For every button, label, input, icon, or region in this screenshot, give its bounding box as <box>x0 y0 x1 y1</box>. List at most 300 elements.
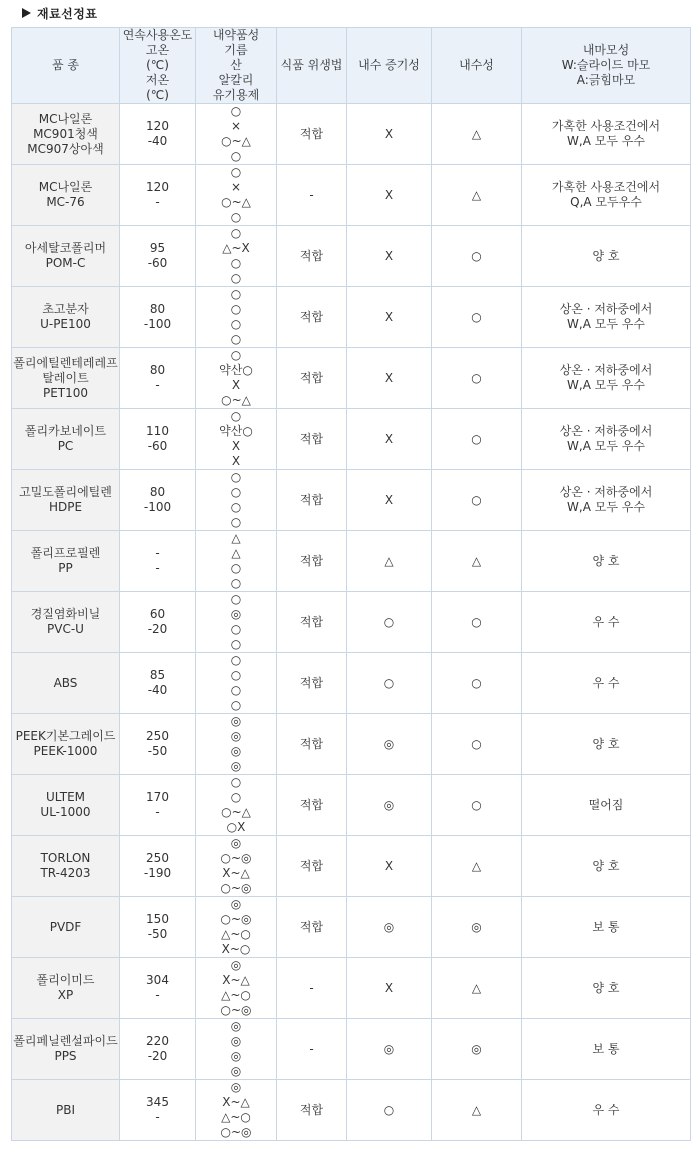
text-line: ○ <box>230 256 242 270</box>
chemical-resistance-cell <box>196 531 277 592</box>
food-sanitation-cell <box>277 470 347 531</box>
wear-resistance-cell <box>522 1080 691 1141</box>
chemical-resistance-cell <box>196 958 277 1019</box>
cell-value: ○ <box>383 675 395 690</box>
text-line: 폴리이미드 <box>36 973 95 987</box>
table-row <box>12 714 691 775</box>
chemical-resistance-cell <box>196 897 277 958</box>
food-sanitation-cell <box>277 531 347 592</box>
text-line: 상온 · 저하중에서 <box>559 302 653 316</box>
water-resistance-cell <box>432 653 522 714</box>
cell-value: △ <box>471 1102 482 1117</box>
temperature-cell <box>120 836 196 897</box>
water-resistance-cell <box>432 775 522 836</box>
cell-value: 적합 <box>299 858 324 873</box>
temperature-cell <box>120 165 196 226</box>
water-resistance-cell <box>432 897 522 958</box>
steam-resistance-cell <box>347 470 432 531</box>
text-line: ○~△ <box>221 393 251 407</box>
chemical-resistance-cell <box>196 1019 277 1080</box>
text-line: PBI <box>55 1102 75 1117</box>
temperature-cell <box>120 1019 196 1080</box>
water-resistance-cell <box>432 470 522 531</box>
temperature-cell <box>120 1080 196 1141</box>
text-line: 탈레이트 <box>42 370 89 385</box>
text-line: 85 <box>149 668 166 682</box>
cell-value: △ <box>471 126 482 141</box>
text-line: ○~◎ <box>220 912 252 926</box>
text-line: ABS <box>53 675 78 690</box>
temperature-cell <box>120 714 196 775</box>
cell-value: ○ <box>471 797 482 812</box>
text-line: 가혹한 사용조건에서 <box>551 119 661 133</box>
text-line: -100 <box>143 317 172 331</box>
text-line: PP <box>58 561 73 575</box>
header-food: 식품 위생법 <box>277 28 347 104</box>
text-line: ○ <box>230 683 242 697</box>
table-row <box>12 287 691 348</box>
text-line: 산 <box>230 58 242 72</box>
material-name-cell <box>12 531 120 592</box>
chemical-resistance-cell <box>196 287 277 348</box>
temperature-cell <box>120 592 196 653</box>
cell-value: ○ <box>471 675 482 690</box>
text-line: 폴리프로필렌 <box>30 546 101 560</box>
text-line: X~△ <box>222 1095 250 1109</box>
chemical-resistance-cell <box>196 1080 277 1141</box>
water-resistance-cell <box>432 409 522 470</box>
temperature-cell <box>120 531 196 592</box>
text-line: HDPE <box>48 500 83 514</box>
text-line: -40 <box>147 683 168 697</box>
text-line: MC901청색 <box>33 126 98 141</box>
text-line: PEEK-1000 <box>33 744 98 758</box>
temperature-cell <box>120 104 196 165</box>
text-line: 약산○ <box>219 363 253 377</box>
cell-value: - <box>309 1041 314 1056</box>
food-sanitation-cell <box>277 287 347 348</box>
text-line: 110 <box>146 424 169 438</box>
text-line: ○ <box>230 271 242 285</box>
water-resistance-cell <box>432 348 522 409</box>
text-line: -50 <box>147 927 168 941</box>
text-line: 상온 · 저하중에서 <box>559 363 653 377</box>
cell-value: ◎ <box>471 1041 482 1056</box>
header-name: 품 종 <box>12 28 120 104</box>
material-name-cell <box>12 836 120 897</box>
text-line: △ <box>231 531 241 545</box>
text-line: ULTEM <box>45 790 86 804</box>
table-row <box>12 470 691 531</box>
text-line: ○ <box>230 622 242 636</box>
table-row <box>12 1080 691 1141</box>
text-line: ○ <box>230 485 242 499</box>
table-row <box>12 165 691 226</box>
steam-resistance-cell <box>347 104 432 165</box>
text-line: W,A 모두 우수 <box>567 317 645 331</box>
text-line: ◎ <box>230 1064 242 1078</box>
steam-resistance-cell <box>347 592 432 653</box>
text-line: ○ <box>230 698 242 712</box>
cell-value: ○ <box>471 370 482 385</box>
text-line: △~X <box>222 241 250 255</box>
text-line: 저온 <box>145 73 170 87</box>
cell-value: ◎ <box>383 919 395 934</box>
text-line: - <box>155 988 160 1002</box>
text-line: -60 <box>147 256 168 270</box>
text-line: ○~◎ <box>220 1003 252 1017</box>
text-line: ○~△ <box>221 195 251 209</box>
text-line: 60 <box>149 607 166 621</box>
chemical-resistance-cell <box>196 653 277 714</box>
wear-resistance-cell <box>522 165 691 226</box>
text-line: 유기용제 <box>212 88 260 102</box>
water-resistance-cell <box>432 287 522 348</box>
material-name-cell <box>12 348 120 409</box>
material-name-cell <box>12 897 120 958</box>
table-row <box>12 348 691 409</box>
steam-resistance-cell <box>347 775 432 836</box>
cell-value: X <box>384 370 394 385</box>
text-line: 기름 <box>224 43 248 57</box>
text-line: ○ <box>230 149 242 163</box>
cell-value: 적합 <box>299 553 324 568</box>
cell-value: ◎ <box>383 797 395 812</box>
header-chem <box>196 28 277 104</box>
text-line: MC나일론 <box>38 180 93 194</box>
cell-value: ○ <box>471 431 482 446</box>
cell-value: - <box>309 187 314 202</box>
text-line: PVDF <box>49 919 82 934</box>
cell-value: ○ <box>471 309 482 324</box>
text-line: MC907상아색 <box>27 141 104 156</box>
material-name-cell <box>12 1019 120 1080</box>
food-sanitation-cell <box>277 104 347 165</box>
material-selection-table <box>11 27 691 1141</box>
cell-value: ○ <box>383 614 395 629</box>
text-line: ○ <box>230 287 242 301</box>
text-line: -40 <box>147 134 168 148</box>
material-name-cell <box>12 409 120 470</box>
text-line: (℃) <box>146 88 169 102</box>
food-sanitation-cell <box>277 1080 347 1141</box>
text-line: ○ <box>230 653 242 667</box>
text-line: PVC-U <box>47 622 84 636</box>
text-line: - <box>155 378 160 392</box>
table-body <box>12 104 691 1141</box>
wear-resistance-cell <box>522 714 691 775</box>
text-line: 250 <box>146 729 169 743</box>
cell-value: X <box>384 187 394 202</box>
header-temp <box>120 28 196 104</box>
text-line: ○ <box>230 332 242 346</box>
wear-resistance-cell <box>522 958 691 1019</box>
cell-value: ○ <box>383 1102 395 1117</box>
wear-resistance-cell <box>522 897 691 958</box>
header-steam: 내수 증기성 <box>347 28 432 104</box>
steam-resistance-cell <box>347 897 432 958</box>
text-line: W,A 모두 우수 <box>567 378 645 392</box>
cell-value: 적합 <box>299 492 324 507</box>
chemical-resistance-cell <box>196 104 277 165</box>
text-line: △ <box>231 546 241 560</box>
text-line: 폴리카보네이트 <box>24 424 107 438</box>
steam-resistance-cell <box>347 226 432 287</box>
text-line: ◎ <box>230 897 242 911</box>
header-water: 내수성 <box>432 28 522 104</box>
temperature-cell <box>120 775 196 836</box>
text-line: -100 <box>143 500 172 514</box>
food-sanitation-cell <box>277 653 347 714</box>
cell-value: X <box>384 492 394 507</box>
text-line: ○ <box>230 409 242 423</box>
text-line: X <box>231 454 241 468</box>
text-line: ○ <box>230 668 242 682</box>
text-line: 상온 · 저하중에서 <box>559 424 653 438</box>
cell-value: 적합 <box>299 248 324 263</box>
text-line: - <box>155 1110 160 1124</box>
food-sanitation-cell <box>277 409 347 470</box>
text-line: 345 <box>146 1095 169 1109</box>
table-row <box>12 226 691 287</box>
material-name-cell <box>12 470 120 531</box>
steam-resistance-cell <box>347 1019 432 1080</box>
text-line: -60 <box>147 439 168 453</box>
material-name-cell <box>12 592 120 653</box>
cell-value: X <box>384 309 394 324</box>
text-line: 가혹한 사용조건에서 <box>551 180 661 194</box>
text-line: -20 <box>147 622 168 636</box>
text-line: 연속사용온도 <box>122 28 193 42</box>
cell-value: 적합 <box>299 614 324 629</box>
steam-resistance-cell <box>347 287 432 348</box>
temperature-cell <box>120 897 196 958</box>
cell-value: ◎ <box>471 919 482 934</box>
water-resistance-cell <box>432 714 522 775</box>
chemical-resistance-cell <box>196 592 277 653</box>
text-line: W:슬라이드 마모 <box>561 58 651 72</box>
temperature-cell <box>120 409 196 470</box>
text-line: 경질염화비닐 <box>30 607 101 621</box>
steam-resistance-cell <box>347 531 432 592</box>
text-line: ○ <box>230 226 242 240</box>
text-line: -190 <box>143 866 172 880</box>
text-line: ○ <box>230 317 242 331</box>
text-line: -20 <box>147 1049 168 1063</box>
text-line: 양 호 <box>592 248 620 263</box>
text-line: ◎ <box>230 607 242 621</box>
text-line: ◎ <box>230 836 242 850</box>
cell-value: ◎ <box>383 1041 395 1056</box>
cell-value: 적합 <box>299 919 324 934</box>
text-line: PPS <box>54 1049 77 1063</box>
header-wear <box>522 28 691 104</box>
text-line: 양 호 <box>592 980 620 995</box>
text-line: 우 수 <box>592 1102 620 1117</box>
water-resistance-cell <box>432 226 522 287</box>
chemical-resistance-cell <box>196 836 277 897</box>
text-line: 220 <box>146 1034 169 1048</box>
text-line: ○X <box>226 820 246 834</box>
text-line: 떨어짐 <box>588 797 624 812</box>
table-row <box>12 592 691 653</box>
food-sanitation-cell <box>277 836 347 897</box>
chemical-resistance-cell <box>196 775 277 836</box>
table-row <box>12 958 691 1019</box>
steam-resistance-cell <box>347 653 432 714</box>
text-line: 알칼리 <box>218 73 254 87</box>
food-sanitation-cell <box>277 714 347 775</box>
text-line: POM-C <box>45 256 86 270</box>
temperature-cell <box>120 958 196 1019</box>
triangle-bullet-icon <box>22 8 31 18</box>
text-line: △~○ <box>221 1110 251 1124</box>
steam-resistance-cell <box>347 165 432 226</box>
chemical-resistance-cell <box>196 165 277 226</box>
material-name-cell <box>12 714 120 775</box>
text-line: 250 <box>146 851 169 865</box>
text-line: -50 <box>147 744 168 758</box>
text-line: 170 <box>146 790 169 804</box>
text-line: ○~△ <box>221 805 251 819</box>
steam-resistance-cell <box>347 836 432 897</box>
text-line: 고밀도폴리에틸렌 <box>19 485 112 499</box>
water-resistance-cell <box>432 165 522 226</box>
text-line: 120 <box>146 119 169 133</box>
chemical-resistance-cell <box>196 714 277 775</box>
text-line: × <box>230 180 242 194</box>
steam-resistance-cell <box>347 348 432 409</box>
text-line: ○~◎ <box>220 1125 252 1139</box>
steam-resistance-cell <box>347 714 432 775</box>
text-line: MC나일론 <box>38 111 93 126</box>
cell-value: X <box>384 858 394 873</box>
food-sanitation-cell <box>277 165 347 226</box>
text-line: 양 호 <box>592 736 620 751</box>
cell-value: ○ <box>471 736 482 751</box>
text-line: ◎ <box>230 1019 242 1033</box>
wear-resistance-cell <box>522 104 691 165</box>
text-line: X~○ <box>221 942 251 956</box>
cell-value: ◎ <box>383 736 395 751</box>
water-resistance-cell <box>432 1019 522 1080</box>
text-line: W,A 모두 우수 <box>567 439 645 453</box>
wear-resistance-cell <box>522 1019 691 1080</box>
wear-resistance-cell <box>522 531 691 592</box>
table-row <box>12 531 691 592</box>
text-line: ◎ <box>230 1049 242 1063</box>
table-row <box>12 1019 691 1080</box>
text-line: × <box>230 119 242 133</box>
text-line: ○ <box>230 470 242 484</box>
text-line: ◎ <box>230 759 242 773</box>
table-row <box>12 409 691 470</box>
text-line: W,A 모두 우수 <box>567 500 645 514</box>
text-line: 80 <box>149 363 166 377</box>
text-line: ○ <box>230 348 242 362</box>
wear-resistance-cell <box>522 592 691 653</box>
text-line: X~△ <box>222 866 250 880</box>
table-row <box>12 775 691 836</box>
text-line: ○~◎ <box>220 851 252 865</box>
text-line: ◎ <box>230 729 242 743</box>
text-line: 초고분자 <box>42 302 89 316</box>
text-line: PEEK기본그레이드 <box>15 729 116 743</box>
table-row <box>12 653 691 714</box>
text-line: ○ <box>230 592 242 606</box>
temperature-cell <box>120 470 196 531</box>
cell-value: 적합 <box>299 736 324 751</box>
text-line: △~○ <box>221 927 251 941</box>
text-line: ○ <box>230 165 242 179</box>
text-line: ○~△ <box>221 134 251 148</box>
text-line: △~○ <box>221 988 251 1002</box>
material-name-cell <box>12 226 120 287</box>
cell-value: ○ <box>471 614 482 629</box>
wear-resistance-cell <box>522 470 691 531</box>
text-line: 내마모성 <box>582 43 630 57</box>
chemical-resistance-cell <box>196 409 277 470</box>
cell-value: ○ <box>471 492 482 507</box>
text-line: 80 <box>149 302 166 316</box>
cell-value: 적합 <box>299 675 324 690</box>
material-name-cell <box>12 1080 120 1141</box>
text-line: - <box>155 805 160 819</box>
chemical-resistance-cell <box>196 470 277 531</box>
table-row <box>12 836 691 897</box>
cell-value: - <box>309 980 314 995</box>
text-line: PET100 <box>42 385 89 400</box>
text-line: U-PE100 <box>40 317 91 331</box>
cell-value: 적합 <box>299 431 324 446</box>
water-resistance-cell <box>432 592 522 653</box>
text-line: ○ <box>230 576 242 590</box>
material-name-cell <box>12 958 120 1019</box>
text-line: 보 통 <box>592 919 620 934</box>
text-line: 약산○ <box>219 424 253 438</box>
text-line: XP <box>57 988 74 1002</box>
text-line: 120 <box>146 180 169 194</box>
cell-value: X <box>384 980 394 995</box>
food-sanitation-cell <box>277 958 347 1019</box>
text-line: 보 통 <box>592 1041 620 1056</box>
cell-value: 적합 <box>299 1102 324 1117</box>
text-line: ○ <box>230 561 242 575</box>
text-line: ○ <box>230 775 242 789</box>
text-line: 304 <box>146 973 169 987</box>
text-line: 우 수 <box>592 675 620 690</box>
cell-value: △ <box>471 553 482 568</box>
text-line: 고온 <box>145 43 170 57</box>
water-resistance-cell <box>432 1080 522 1141</box>
text-line: Q,A 모두우수 <box>570 195 642 209</box>
text-line: 80 <box>149 485 166 499</box>
cell-value: X <box>384 248 394 263</box>
text-line: ○ <box>230 210 242 224</box>
text-line: TORLON <box>40 851 91 865</box>
material-name-cell <box>12 653 120 714</box>
text-line: X~△ <box>222 973 250 987</box>
text-line: A:긁힘마모 <box>576 73 636 87</box>
cell-value: △ <box>471 187 482 202</box>
chemical-resistance-cell <box>196 348 277 409</box>
text-line: ○ <box>230 790 242 804</box>
food-sanitation-cell <box>277 775 347 836</box>
cell-value: △ <box>471 858 482 873</box>
text-line: 아세탈코폴리머 <box>24 241 107 255</box>
wear-resistance-cell <box>522 409 691 470</box>
text-line: 상온 · 저하중에서 <box>559 485 653 499</box>
